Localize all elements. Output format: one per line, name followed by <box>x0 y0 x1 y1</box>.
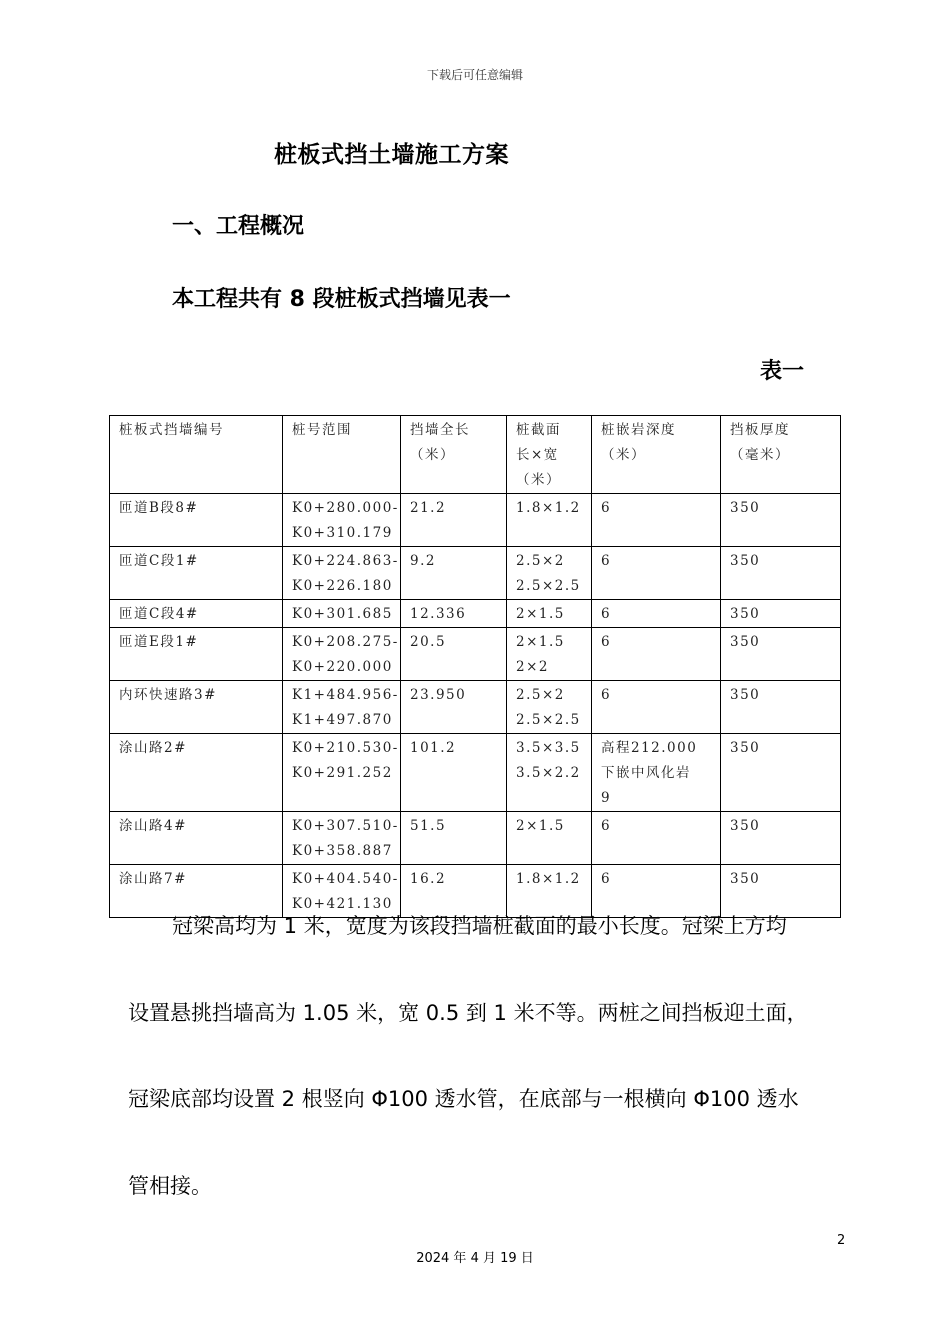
table-cell: 21.2 <box>401 494 507 547</box>
header-note: 下载后可任意编辑 <box>426 68 523 82</box>
table-row <box>110 628 841 681</box>
table-cell: 16.2 <box>401 865 507 918</box>
table-cell: 6 <box>592 865 721 918</box>
table-cell: 涂山路4# <box>110 812 283 865</box>
header-cell: 挡板厚度 （毫米） <box>721 416 841 494</box>
header-cell: 挡墙全长 （米） <box>401 416 507 494</box>
table-cell: 匝道E段1# <box>110 628 283 681</box>
table-row <box>110 494 841 547</box>
table-cell: 6 <box>592 600 721 628</box>
table-cell: 1.8×1.2 <box>507 865 592 918</box>
table-cell: 2.5×2 2.5×2.5 <box>507 547 592 600</box>
table-cell: K0+224.863- K0+226.180 <box>283 547 401 600</box>
table-row <box>110 812 841 865</box>
table-cell: 350 <box>721 494 841 547</box>
table-cell: 2.5×2 2.5×2.5 <box>507 681 592 734</box>
table-cell: 350 <box>721 812 841 865</box>
table-cell: 9.2 <box>401 547 507 600</box>
table-cell: K0+208.275- K0+220.000 <box>283 628 401 681</box>
header-cell: 桩板式挡墙编号 <box>110 416 283 494</box>
table-row <box>110 681 841 734</box>
table-cell: K0+280.000- K0+310.179 <box>283 494 401 547</box>
paragraph-line: 冠梁高均为 1 米，宽度为该段挡墙桩截面的最小长度。冠梁上方均 <box>172 914 787 938</box>
header-cell: 桩号范围 <box>283 416 401 494</box>
table-cell: 6 <box>592 547 721 600</box>
table-cell: 6 <box>592 494 721 547</box>
table-cell: 涂山路2# <box>110 734 283 812</box>
table-cell: 12.336 <box>401 600 507 628</box>
table-cell: 6 <box>592 812 721 865</box>
table-cell: 2×1.5 2×2 <box>507 628 592 681</box>
intro-line: 本工程共有 8 段桩板式挡墙见表一 <box>172 287 511 312</box>
document-title: 桩板式挡土墙施工方案 <box>274 142 509 168</box>
table-cell: K0+404.540- K0+421.130 <box>283 865 401 918</box>
table-cell: 51.5 <box>401 812 507 865</box>
table-cell: 101.2 <box>401 734 507 812</box>
table-cell: 匝道B段8# <box>110 494 283 547</box>
table-caption: 表一 <box>760 359 805 384</box>
table-cell: 20.5 <box>401 628 507 681</box>
table-cell: 350 <box>721 865 841 918</box>
section-heading: 一、工程概况 <box>172 214 305 239</box>
table-cell: K0+210.530- K0+291.252 <box>283 734 401 812</box>
table-row <box>110 734 841 812</box>
table-row <box>110 600 841 628</box>
table-header-row <box>110 416 841 494</box>
table-cell: K0+307.510- K0+358.887 <box>283 812 401 865</box>
table-cell: K1+484.956- K1+497.870 <box>283 681 401 734</box>
table-cell: 350 <box>721 628 841 681</box>
table-cell: 350 <box>721 734 841 812</box>
table-cell: 2×1.5 <box>507 812 592 865</box>
paragraph-line: 冠梁底部均设置 2 根竖向 Φ100 透水管，在底部与一根横向 Φ100 透水 <box>128 1087 799 1111</box>
table-cell: 涂山路7# <box>110 865 283 918</box>
table-cell: 6 <box>592 628 721 681</box>
table-cell: 匝道C段1# <box>110 547 283 600</box>
pile-wall-table <box>109 415 841 918</box>
footer-date: 2024 年 4 月 19 日 <box>416 1251 534 1266</box>
table-cell: 3.5×3.5 3.5×2.2 <box>507 734 592 812</box>
table-cell: 6 <box>592 681 721 734</box>
paragraph-line: 管相接。 <box>128 1174 212 1198</box>
paragraph-line: 设置悬挑挡墙高为 1.05 米，宽 0.5 到 1 米不等。两桩之间挡板迎土面， <box>128 1001 808 1025</box>
table-cell: 1.8×1.2 <box>507 494 592 547</box>
page-number: 2 <box>837 1233 846 1248</box>
table-cell: K0+301.685 <box>283 600 401 628</box>
table-cell: 23.950 <box>401 681 507 734</box>
table-cell: 350 <box>721 547 841 600</box>
table-cell: 350 <box>721 600 841 628</box>
header-cell: 桩截面 长×宽 （米） <box>507 416 592 494</box>
table-row <box>110 547 841 600</box>
table-cell: 2×1.5 <box>507 600 592 628</box>
table-cell: 匝道C段4# <box>110 600 283 628</box>
table-cell: 350 <box>721 681 841 734</box>
header-cell: 桩嵌岩深度 （米） <box>592 416 721 494</box>
table-cell: 高程212.000 下嵌中风化岩 9 <box>592 734 721 812</box>
table-cell: 内环快速路3# <box>110 681 283 734</box>
